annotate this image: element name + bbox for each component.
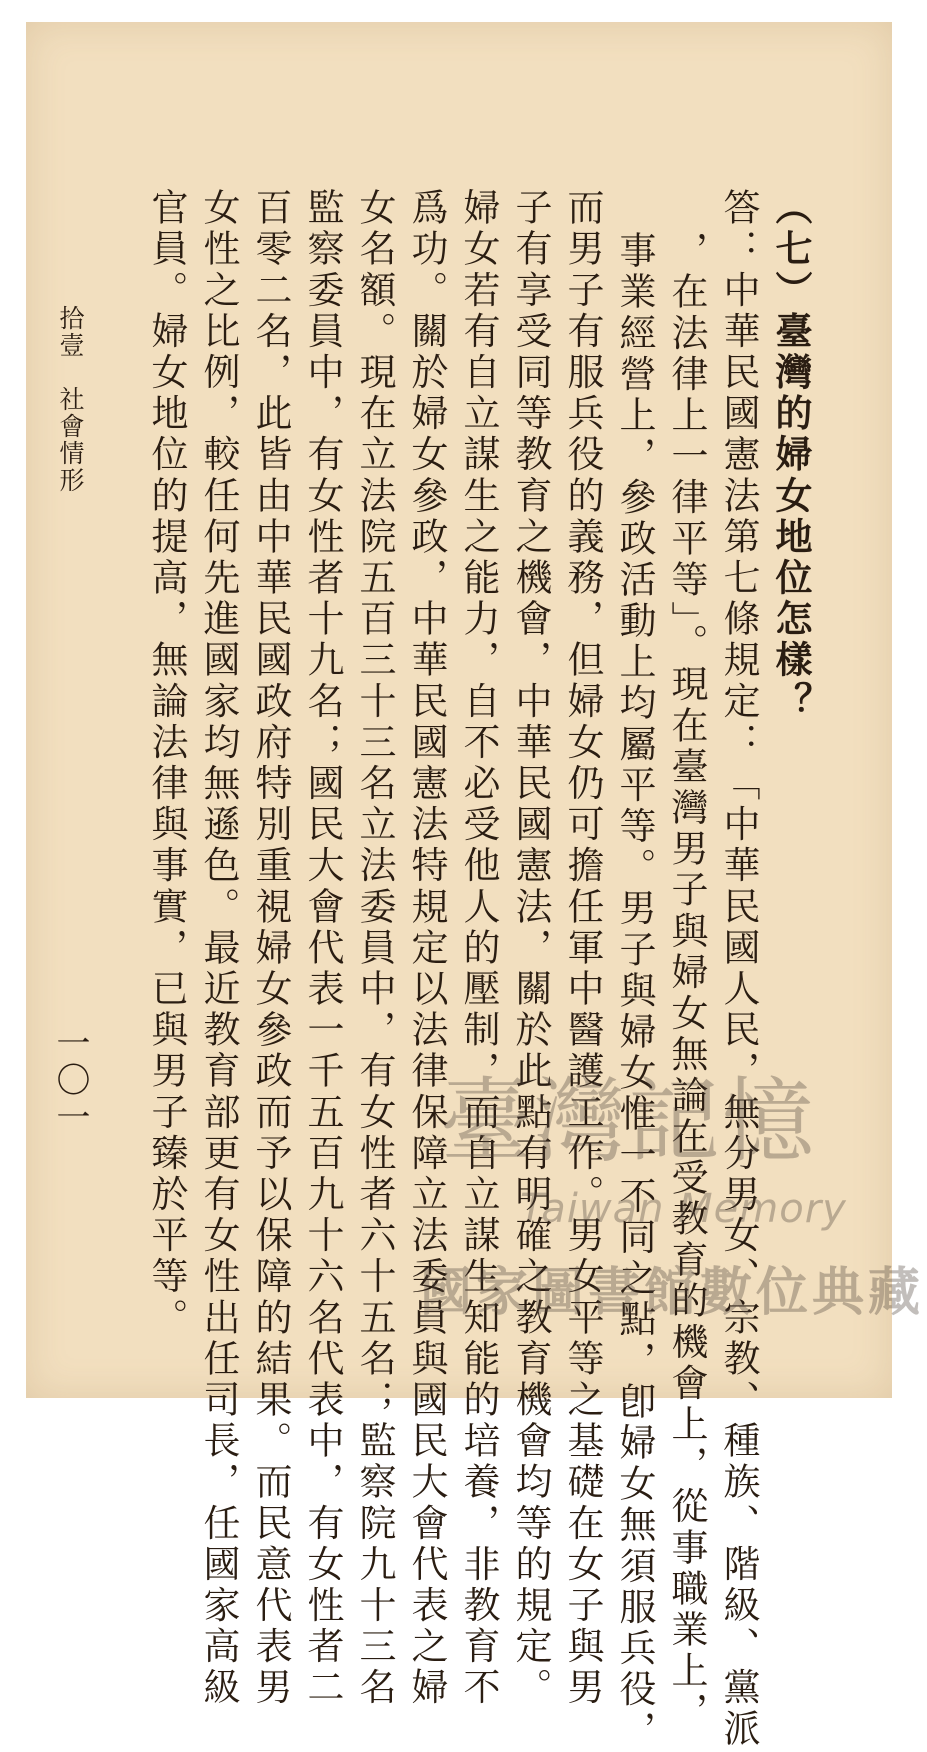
text-column-11: 女性之比例，較任何先進國家均無遜色。最近教育部更有女性出任司長，任國家高級	[197, 188, 240, 1709]
running-footer: 拾壹 社會情形	[56, 305, 85, 494]
text-column-4: 而男子有服兵役的義務，但婦女仍可擔任軍中醫護工作。男女平等之基礎在女子與男	[561, 188, 604, 1709]
section-heading: （七）臺灣的婦女地位怎樣？	[769, 188, 813, 723]
watermark-logo: 臺灣記憶	[440, 1068, 817, 1175]
text-column-2: ，在法律上一律平等」。現在臺灣男子與婦女無論在受教育的機會上，從事職業上，	[665, 231, 708, 1734]
text-column-6: 婦女若有自立謀生之能力，自不必受他人的壓制，而自立謀生知能的培養，非教育不	[457, 188, 500, 1709]
text-column-5: 子有享受同等教育之機會，中華民國憲法，關於此點有明確之教育機會均等的規定。	[509, 188, 552, 1709]
text-column-10: 百零二名，此皆由中華民國政府特別重視婦女參政而予以保障的結果。而民意代表男	[249, 188, 292, 1709]
text-column-7: 爲功。關於婦女參政，中華民國憲法特規定以法律保障立法委員與國民大會代表之婦	[405, 188, 448, 1709]
page-number: 一〇一	[50, 1025, 90, 1136]
text-column-12: 官員。婦女地位的提高，無論法律與事實，已與男子臻於平等。	[145, 188, 188, 1339]
text-column-1: 答：中華民國憲法第七條規定：「中華民國人民，無分男女、宗教、種族、階級、黨派	[717, 188, 760, 1750]
watermark-institution: 國家圖書館數位典藏	[420, 1262, 925, 1323]
text-column-9: 監察委員中，有女性者十九名；國民大會代表一千五百九十六名代表中，有女性者二	[301, 188, 344, 1709]
watermark-english: Taiwan Memory	[520, 1186, 847, 1232]
text-column-3: 事業經營上，參政活動上均屬平等。男子與婦女惟一不同之點，卽婦女無須服兵役，	[613, 231, 656, 1752]
text-column-8: 女名額。現在立法院五百三十三名立法委員中，有女性者六十五名；監察院九十三名	[353, 188, 396, 1709]
